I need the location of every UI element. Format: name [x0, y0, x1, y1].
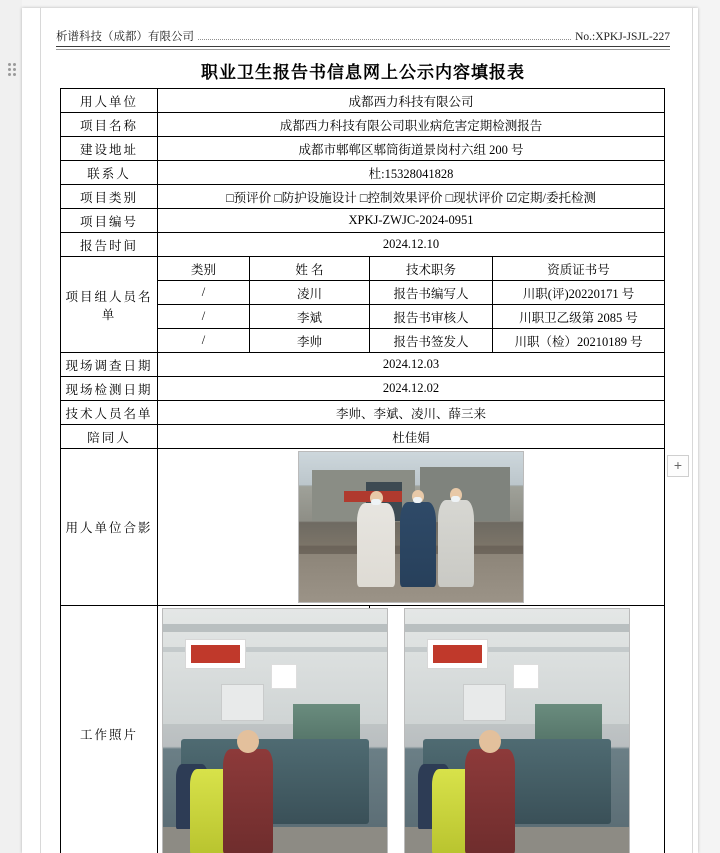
report-table — [60, 88, 665, 853]
row-value[interactable]: 2024.12.10 — [158, 233, 665, 257]
staff-header-row — [61, 257, 665, 281]
staff-category[interactable]: / — [158, 329, 250, 353]
table-row — [61, 377, 665, 401]
row-value-project-type[interactable]: □预评价 □防护设施设计 □控制效果评价 □现状评价 ☑定期/委托检测 — [158, 185, 665, 209]
staff-name[interactable]: 李斌 — [250, 305, 370, 329]
row-label: 技术人员名单 — [61, 401, 158, 425]
table-row — [61, 113, 665, 137]
table-row — [61, 161, 665, 185]
row-value[interactable]: 成都市郫郸区郫筒街道景岗村六组 200 号 — [158, 137, 665, 161]
workshop-sign-left — [185, 639, 245, 669]
table-row — [61, 137, 665, 161]
workshop-sign-right — [427, 639, 487, 669]
staff-cert[interactable]: 川职(评)20220171 号 — [493, 281, 665, 305]
row-label: 项目编号 — [61, 209, 158, 233]
row-label: 建设地址 — [61, 137, 158, 161]
work-photo-image-left — [162, 608, 388, 853]
row-value[interactable]: 成都西力科技有限公司职业病危害定期检测报告 — [158, 113, 665, 137]
staff-col-duty: 技术职务 — [370, 257, 493, 281]
group-photo-image — [298, 451, 524, 603]
work-photo-row — [61, 606, 665, 853]
row-value[interactable]: 成都西力科技有限公司 — [158, 89, 665, 113]
staff-category[interactable]: / — [158, 281, 250, 305]
staff-cert[interactable]: 川职（检）20210189 号 — [493, 329, 665, 353]
table-row — [61, 401, 665, 425]
staff-name[interactable]: 凌川 — [250, 281, 370, 305]
header-dotted-leader — [198, 38, 571, 40]
work-photo-cell-right[interactable] — [370, 606, 665, 853]
staff-section-label: 项目组人员名单 — [61, 257, 158, 353]
group-photo-cell[interactable] — [158, 449, 665, 606]
staff-col-category: 类别 — [158, 257, 250, 281]
work-photo-image-right — [404, 608, 630, 853]
row-label: 项目名称 — [61, 113, 158, 137]
group-photo-label: 用人单位合影 — [61, 449, 158, 606]
work-photo-cell-left[interactable] — [158, 606, 370, 853]
staff-name[interactable]: 李帅 — [250, 329, 370, 353]
row-value[interactable]: 李帅、李斌、凌川、薛三来 — [158, 401, 665, 425]
table-row — [61, 233, 665, 257]
header-rule — [56, 46, 670, 47]
row-label: 联系人 — [61, 161, 158, 185]
work-photo-label: 工作照片 — [61, 606, 158, 853]
row-label: 陪同人 — [61, 425, 158, 449]
page-title: 职业卫生报告书信息网上公示内容填报表 — [201, 63, 525, 82]
add-row-button[interactable]: + — [667, 455, 689, 477]
staff-category[interactable]: / — [158, 305, 250, 329]
row-value[interactable]: 2024.12.02 — [158, 377, 665, 401]
staff-duty[interactable]: 报告书签发人 — [370, 329, 493, 353]
staff-col-name: 姓 名 — [250, 257, 370, 281]
row-label: 项目类别 — [61, 185, 158, 209]
table-row — [61, 185, 665, 209]
header-doc-no: No.:XPKJ-JSJL-227 — [575, 31, 670, 43]
row-value[interactable]: 杜佳娟 — [158, 425, 665, 449]
table-row — [61, 353, 665, 377]
staff-duty[interactable]: 报告书审核人 — [370, 305, 493, 329]
row-value[interactable]: 杜:15328041828 — [158, 161, 665, 185]
row-label: 报告时间 — [61, 233, 158, 257]
drag-dots-handle[interactable] — [8, 63, 19, 77]
header-rule-secondary — [56, 49, 670, 50]
group-photo-row — [61, 449, 665, 606]
row-label: 用人单位 — [61, 89, 158, 113]
staff-duty[interactable]: 报告书编写人 — [370, 281, 493, 305]
document-header — [56, 28, 670, 44]
table-row — [61, 425, 665, 449]
margin-guide-left — [40, 8, 41, 853]
row-value[interactable]: 2024.12.03 — [158, 353, 665, 377]
table-row — [61, 209, 665, 233]
row-label: 现场调查日期 — [61, 353, 158, 377]
left-gutter — [0, 0, 22, 853]
staff-col-cert: 资质证书号 — [493, 257, 665, 281]
row-value[interactable]: XPKJ-ZWJC-2024-0951 — [158, 209, 665, 233]
margin-guide-right — [692, 8, 693, 853]
table-row — [61, 89, 665, 113]
staff-cert[interactable]: 川职卫乙级第 2085 号 — [493, 305, 665, 329]
header-company: 析谱科技（成都）有限公司 — [56, 31, 194, 43]
row-label: 现场检测日期 — [61, 377, 158, 401]
